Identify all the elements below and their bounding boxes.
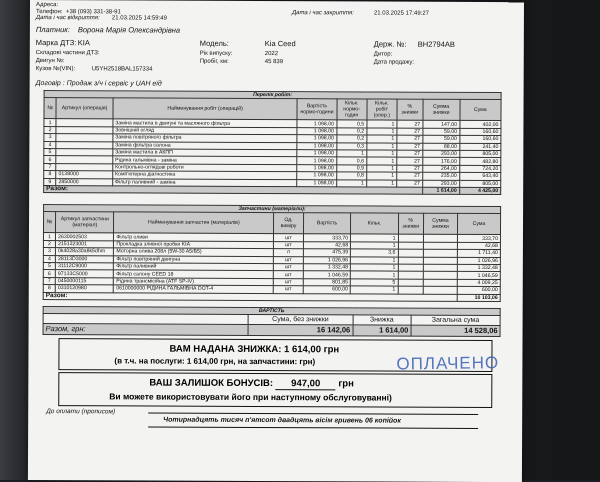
works-cell: 0,2 [336,135,366,143]
parts-cell: 0450000115 [55,277,113,285]
works-cell: 8 [44,171,56,178]
parts-cell: шт [273,278,303,286]
parts-cell: Прокладка зливної пробки KIA [114,241,274,249]
parts-cell: 1 [43,233,55,240]
parts-title: Запчастини (матеріали): [44,205,501,214]
parts-cell: 1 [350,271,397,279]
works-cell: 1 098,00 [297,127,336,135]
parts-cell: л [274,249,304,257]
works-cell: 724,20 [459,165,500,173]
works-cell: 1 [367,150,397,158]
works-cell: 264,00 [422,165,459,173]
parts-cell: 0610000000 РІДИНА ГАЛЬМІВНА DOT-4 [114,285,274,293]
works-cell: 147,00 [423,121,460,129]
parts-cell: 0310120980 [55,285,113,293]
parts-cell: 1 [351,256,398,264]
works-col: Вартість нормо-години [297,99,336,120]
works-cell: 27 [397,135,423,143]
parts-cell [398,234,423,242]
parts-cell [398,249,423,257]
cost-sum: 16 142,06 [248,325,353,336]
parts-cell: Фільтр оливи [114,233,274,241]
plate-value: BH2794AB [417,39,455,49]
works-cell: 88,00 [422,143,459,151]
parts-cell: 31112C9000 [55,263,113,271]
parts-cell: 1 [351,234,398,242]
sale-date-label: Дата продажу: [373,59,415,66]
works-col: Сумма знижки [423,100,460,121]
parts-cell: 7 [43,277,55,284]
works-cell: 1 098,00 [297,120,336,128]
cost-discount: 1 614,00 [353,325,411,336]
parts-cell: 2630002503 [56,233,114,241]
works-cell: 0,2 [336,128,366,136]
parts-cell [423,249,457,257]
bonus-currency: грн [338,378,354,390]
parts-cell: 28113D3000 [55,255,113,263]
works-cell: 293,00 [422,150,459,158]
parts-cell: шт [273,256,303,264]
parts-col: № [43,212,55,233]
parts-cell [423,272,457,280]
works-cell: 0,3 [336,142,366,150]
parts-cell [398,257,423,265]
parts-cell: 333,70 [457,235,500,243]
works-table [43,90,501,195]
cost-total: 14 528,06 [411,326,500,337]
works-cell: 1 [336,179,366,187]
parts-cell: Фільтр салону CEED 18 [114,270,274,278]
parts-col: Артикул запчастини (матеріал) [56,212,114,233]
vin-label: Кузов №(VIN): [35,66,76,73]
works-cell: 805,00 [459,180,500,188]
parts-cell: 1 [351,264,398,272]
parts-col: Од. виміру [274,213,304,234]
works-cell: 27 [397,172,423,180]
bonus-value: 947,00 [276,378,336,390]
works-cell: 27 [397,143,423,151]
works-cell: 2 [44,126,56,133]
works-cell: 1 [366,172,396,180]
works-cell: 1 [367,128,397,136]
parts-cell [423,264,457,272]
works-cell: 160,60 [459,136,500,144]
works-cell: 0138000 [56,171,113,179]
parts-cell: 1 [351,242,398,250]
payer-label: Платник: [35,25,70,35]
brand-value: KIA [77,38,90,48]
cost-title: ВАРТІСТЬ [43,307,500,316]
parts-cell: Фільтр повітряний двигуна [114,255,274,263]
parts-cell: 1 026,96 [303,256,350,264]
date-opened-value: 21.03.2025 14:59:49 [111,15,167,22]
works-col: Сума [460,100,502,121]
works-cell: 3 [44,134,56,141]
invoice-paper [28,0,524,482]
works-cell: 59,00 [423,135,460,143]
works-cell: Зовнішній огляд [113,127,298,135]
parts-col: % знижки [398,213,423,234]
works-cell: 0,9 [336,165,366,173]
cost-col-discount: Знижка [353,315,411,325]
parts-cell: 42,68 [457,242,500,250]
parts-cell [398,242,423,250]
works-cell: 7 [44,163,56,170]
parts-col: Найменування запчастин (матеріалів) [114,212,274,234]
works-cell: Заміна мастила в АКПП [113,149,298,157]
works-col: % знижки [397,99,423,120]
works-header-row [44,98,501,121]
parts-cell [423,235,457,243]
parts-cell: 4 [43,255,55,262]
works-cell: 27 [397,150,423,158]
date-opened-label: Дата і час відкриття: [35,15,100,22]
works-total-discount: 1 614,00 [422,187,459,195]
works-cell: 1 [366,165,396,173]
parts-cell: 8 [43,285,55,292]
cost-col-sum: Сума, без знижки [248,315,353,325]
parts-col: Кільк. [351,213,398,234]
works-cell: 9 [44,178,56,185]
parts-cell [423,279,457,287]
parts-cell: 1 711,40 [457,250,500,258]
parts-cell: 801,85 [303,278,350,286]
works-total-row [44,185,501,194]
parts-cell: 5 [350,279,397,287]
parts-cell: шт [274,241,304,249]
works-cell: 1 098,00 [297,179,336,187]
parts-cell [398,271,423,279]
works-cell: 1 098,00 [297,157,336,165]
parts-cell [423,242,457,250]
works-cell: 805,00 [459,150,500,158]
phone-label: Телефон: [35,9,63,16]
works-cell: Заміна повітряного фільтра [113,134,298,142]
works-cell: 2850000 [56,178,113,186]
bonus-box [58,372,492,408]
contract-text: Договір : Продаж з/ч і сервіс у UAH еїд [35,80,162,88]
model-label: Модель: [199,38,229,48]
works-cell: Рідина гальмівна - заміна [113,156,298,164]
works-cell: 643,40 [459,172,500,180]
cost-table [43,306,501,337]
works-cell: 241,40 [459,143,500,151]
date-closed-value: 21.03.2025 17:49:27 [373,10,430,17]
parts-cell: 600,00 [303,286,350,294]
parts-cell: 5 [43,263,55,270]
phone-value: +38 (093) 331-38-91 [65,9,121,16]
works-cell: Заміна мастила в двигуні та масляного фільтра [113,119,298,127]
works-cell: 27 [397,120,423,128]
works-cell: 0,6 [336,157,366,165]
cost-col-total: Загальна сума [411,316,500,326]
works-cell: Контрольно-оглядові роботи [113,164,298,172]
parts-cell: Моторна олива 208л (5W-30 A5/B5) [114,248,274,256]
address-label: Адреса: [35,2,59,9]
parts-cell: 1 332,48 [303,264,350,272]
parts-cell: шт [273,271,303,279]
parts-cell: 333,70 [303,234,350,242]
parts-col: Сумма знижки [423,214,457,235]
pay-words: Чотирнадцять тисяч п'ятсот двадцять вісім гривень 06 копійок [163,416,401,425]
works-title: Перелік робіт: [44,91,501,100]
works-col: Найменування робіт (операцій) [113,98,298,120]
works-cell: 59,00 [423,128,460,136]
parts-cell: 4 009,25 [457,279,500,287]
works-cell: 1 [367,157,397,165]
works-cell: 402,00 [459,121,500,129]
parts-cell: 1 [350,286,397,294]
works-cell: Комп'ютерна діагностика [113,171,298,179]
parts-header-row [43,212,500,235]
parts-cell [398,286,423,294]
parts-cell [423,257,457,265]
bonus-label: ВАШ ЗАЛИШОК БОНУСІВ: [149,377,274,390]
works-cell: 27 [397,128,423,136]
cost-row-label: Разом, грн: [43,324,248,336]
works-cell: 1 [366,179,396,187]
parts-cell: 1 046,59 [457,272,500,280]
brand-label: Марка ДТЗ: [35,38,77,48]
parts-col: Сума [457,214,500,235]
mileage-label: Пробіг, км: [199,58,229,65]
parts-cell: 1 332,48 [457,264,500,272]
works-cell: 1 [44,119,56,126]
date-closed-label: Дата і час закриття: [291,10,354,17]
model-value: Kia Ceed [264,39,296,49]
discount-line-2: (в т.ч. на послуги: 1 614,00 грн, на запчастини: грн) [114,356,316,367]
works-total-label: Разом: [44,185,423,194]
works-cell: 6 [44,156,56,163]
parts-cell: 6 [43,270,55,277]
engine-label: Двигун №: [35,58,65,65]
pump-label: Дитор: [373,51,393,58]
works-cell: 5 [44,149,56,156]
works-cell: 27 [397,165,423,173]
works-cell: 1 098,00 [297,142,336,150]
works-cell: 1 098,00 [297,172,336,180]
parts-cell: 3,6 [351,249,398,257]
works-col: Кільк. робіт (опер.) [367,99,397,120]
works-cell: 1 098,00 [297,135,336,143]
works-cell: 1 [367,143,397,151]
parts-total-row [43,292,500,301]
works-cell: Заміна фільтра салона [113,141,298,149]
works-cell: 4 [44,141,56,148]
parts-total-label: Разом: [43,292,457,301]
paid-stamp: ОПЛАЧЕНО [396,353,500,374]
year-value: 2022 [264,51,279,58]
works-cell: 235,00 [422,172,459,180]
year-label: Рік випуску: [199,50,233,57]
works-cell: 176,00 [422,158,459,166]
bonus-line-1 [149,378,354,391]
pay-underline-2 [148,427,478,429]
works-cell: 1 098,00 [297,164,336,172]
parts-cell: 2 [43,240,55,247]
parts-cell [398,264,423,272]
parts-cell [398,279,423,287]
works-cell: 27 [397,180,423,188]
parts-cell: 1 026,96 [457,257,500,265]
parts-total-sum: 10 103,06 [457,294,500,302]
parts-cell: шт [273,286,303,294]
bonus-line-2: Ви можете використовувати його при наступному обслуговуванні) [109,391,392,403]
parts-cell: 97133C5000 [55,270,113,278]
works-total-sum: 4 425,00 [459,187,500,195]
works-cell: 1 [367,135,397,143]
parts-cell: 475,39 [303,249,350,257]
works-cell: 0,5 [336,120,366,128]
works-col: Артикул (операція) [56,98,113,119]
parts-cell: 1 046,59 [303,271,350,279]
mileage-value: 45 839 [264,59,284,66]
parts-cell: Фільтр паливний [114,263,274,271]
parts-cell: 3 [43,248,55,255]
parts-cell: шт [274,234,304,242]
works-cell: 1 [367,120,397,128]
parts-cell: шт [273,264,303,272]
parts-col: Вартість [303,213,350,234]
parts-table [43,204,501,302]
works-cell: 0,8 [336,172,366,180]
works-cell: 1 [336,150,366,158]
works-cell: 160,60 [459,128,500,136]
payer-value: Ворона Марія Олександрівна [77,25,181,35]
works-col: Кільк. нормо-годин [336,99,366,120]
works-col: № [44,98,56,119]
owner-label: Складові частини ДТЗ: [35,50,100,57]
works-cell: Фільтр паливний - заміна [113,178,298,186]
parts-cell: 2151323001 [56,240,114,248]
pay-label: До оплати (прописом) [46,408,116,416]
works-cell: 27 [397,157,423,165]
parts-cell: Рідина трансмісійна (ATF SP-IV) [114,278,274,286]
pay-underline [148,413,478,415]
vin-value: U5YH2518BAL157334 [91,66,153,73]
works-cell: 1 098,00 [297,150,336,158]
parts-cell: 0k4028a30a8k5dhm [55,248,113,256]
works-cell: 293,00 [422,180,459,188]
works-cell: 482,80 [459,158,500,166]
discount-line-1: ВАМ НАДАНА ЗНИЖКА: 1 614,00 грн [169,343,340,356]
parts-cell: 42,68 [303,241,350,249]
parts-cell [423,286,457,294]
plate-label: Держ. №: [373,39,407,49]
parts-cell: 600,00 [457,286,500,294]
